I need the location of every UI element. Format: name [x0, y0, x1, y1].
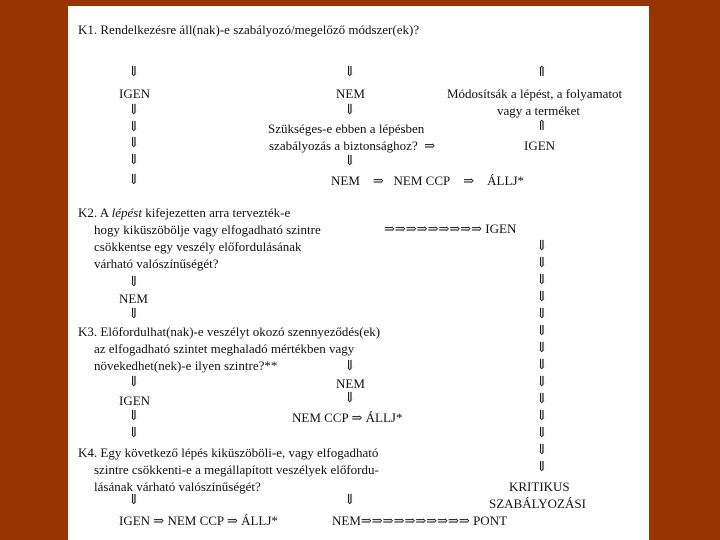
q2-yes-row [384, 220, 516, 237]
q2-label: K2. [78, 205, 98, 220]
q2-no: NEM [119, 291, 148, 306]
q2-line2: hogy kiküszöbölje vagy elfogadható szintre [94, 222, 321, 237]
arrow-down-icon: ⇓ [536, 341, 548, 356]
q1-stop: ÁLLJ* [487, 173, 525, 188]
arrow-right-icon: ⇒ [226, 513, 238, 528]
q1-needed-yes: IGEN [524, 138, 556, 153]
arrow-right-icon: ⇒ [153, 513, 165, 528]
q4-yes: IGEN [119, 513, 151, 528]
arrow-down-icon: ⇓ [128, 120, 140, 135]
arrow-down-icon: ⇓ [344, 391, 356, 406]
arrow-down-icon: ⇓ [128, 173, 140, 188]
decision-tree-sheet [68, 6, 649, 540]
q4-line3: lásának várható valószínűségét? [94, 479, 261, 494]
arrow-down-icon: ⇓ [128, 103, 140, 118]
arrow-down-icon: ⇓ [536, 307, 548, 322]
arrow-down-icon: ⇓ [344, 493, 356, 508]
q3-label: K3. [78, 324, 98, 339]
q4-stop: ÁLLJ* [241, 513, 278, 528]
arrow-down-icon: ⇓ [536, 239, 548, 254]
arrow-down-icon: ⇓ [536, 290, 548, 305]
q2-line4: várható valószínűségét? [94, 256, 219, 271]
arrow-down-icon: ⇓ [344, 65, 356, 80]
arrow-right-icon: ⇒ [372, 173, 384, 188]
result-line1: KRITIKUS [509, 479, 570, 494]
arrow-down-icon: ⇓ [344, 103, 356, 118]
arrow-down-icon: ⇓ [536, 443, 548, 458]
arrow-right-icon: ⇒ [351, 410, 363, 425]
q1-yes: IGEN [119, 86, 151, 101]
arrow-down-icon: ⇓ [536, 273, 548, 288]
result-line2: SZABÁLYOZÁSI [489, 496, 586, 511]
q3-no: NEM [336, 376, 365, 391]
arrow-up-icon: ⇑ [536, 65, 548, 80]
q1-label: K1. [78, 22, 98, 37]
q4-label: K4. [78, 445, 98, 460]
q3-line3: növekedhet(nek)-e ilyen szintre?** [94, 358, 278, 373]
arrow-right-icon: ⇒ [424, 138, 436, 153]
arrow-down-icon: ⇓ [344, 154, 356, 169]
arrow-down-icon: ⇓ [128, 275, 140, 290]
q4-yes-row [119, 512, 278, 529]
q3-stop: ÁLLJ* [365, 410, 403, 425]
arrow-down-icon: ⇓ [536, 426, 548, 441]
q3-not-ccp-row [292, 409, 402, 426]
arrow-down-icon: ⇓ [536, 375, 548, 390]
q1-question [78, 21, 419, 38]
q1-needed-no: NEM [331, 173, 360, 188]
arrow-down-icon: ⇓ [536, 358, 548, 373]
arrow-down-icon: ⇓ [128, 409, 140, 424]
q4-no: NEM [332, 513, 361, 528]
arrow-down-icon: ⇓ [536, 409, 548, 424]
q2-yes: IGEN [485, 221, 517, 236]
q3-line2: az elfogadható szintet meghaladó mértékben vagy [94, 341, 355, 356]
q4-not-ccp: NEM CCP [167, 513, 224, 528]
q2-line1: K2. A lépést kifejezetten arra tervezték-e [78, 205, 291, 220]
q4-point: PONT [473, 513, 508, 528]
arrow-chain-icon: ⇒⇒⇒⇒⇒⇒⇒⇒⇒ [384, 221, 483, 236]
arrow-down-icon: ⇓ [128, 307, 140, 322]
arrow-down-icon: ⇓ [128, 153, 140, 168]
arrow-up-icon: ⇑ [536, 119, 548, 134]
arrow-down-icon: ⇓ [536, 256, 548, 271]
q2-line3: csökkentse egy veszély előfordulásának [94, 239, 302, 254]
q3-line1: K3. Előfordulhat(nak)-e veszélyt okozó szennyeződés(ek) [78, 324, 381, 339]
arrow-down-icon: ⇓ [536, 392, 548, 407]
q1-not-ccp: NEM CCP [393, 173, 451, 188]
q1-text: Rendelkezésre áll(nak)-e szabályozó/megelőző módszer(ek)? [100, 22, 420, 37]
arrow-down-icon: ⇓ [128, 493, 140, 508]
arrow-right-icon: ⇒ [463, 173, 475, 188]
arrow-chain-icon: ⇒⇒⇒⇒⇒⇒⇒⇒⇒⇒ [360, 513, 470, 528]
arrow-down-icon: ⇓ [128, 375, 140, 390]
arrow-down-icon: ⇓ [536, 324, 548, 339]
q4-line1: K4. Egy következő lépés kiküszöböli-e, vagy elfogadható [78, 445, 379, 460]
q1-modify-line2: vagy a terméket [497, 103, 581, 118]
q4-no-row [332, 512, 507, 529]
q1-needed-line2: szabályozás a biztonsághoz? ⇒ [269, 138, 436, 153]
q1-not-ccp-row [331, 172, 524, 189]
arrow-down-icon: ⇓ [344, 359, 356, 374]
arrow-down-icon: ⇓ [536, 460, 548, 475]
q3-yes: IGEN [119, 393, 151, 408]
q1-no: NEM [336, 86, 365, 101]
q1-needed-line1: Szükséges-e ebben a lépésben [268, 121, 425, 136]
arrow-down-icon: ⇓ [128, 65, 140, 80]
q1-modify-line1: Módosítsák a lépést, a folyamatot [447, 86, 623, 101]
q4-line2: szintre csökkenti-e a megállapított veszélyek előfordu- [94, 462, 379, 477]
arrow-down-icon: ⇓ [128, 136, 140, 151]
arrow-down-icon: ⇓ [128, 426, 140, 441]
q3-not-ccp: NEM CCP [292, 410, 349, 425]
